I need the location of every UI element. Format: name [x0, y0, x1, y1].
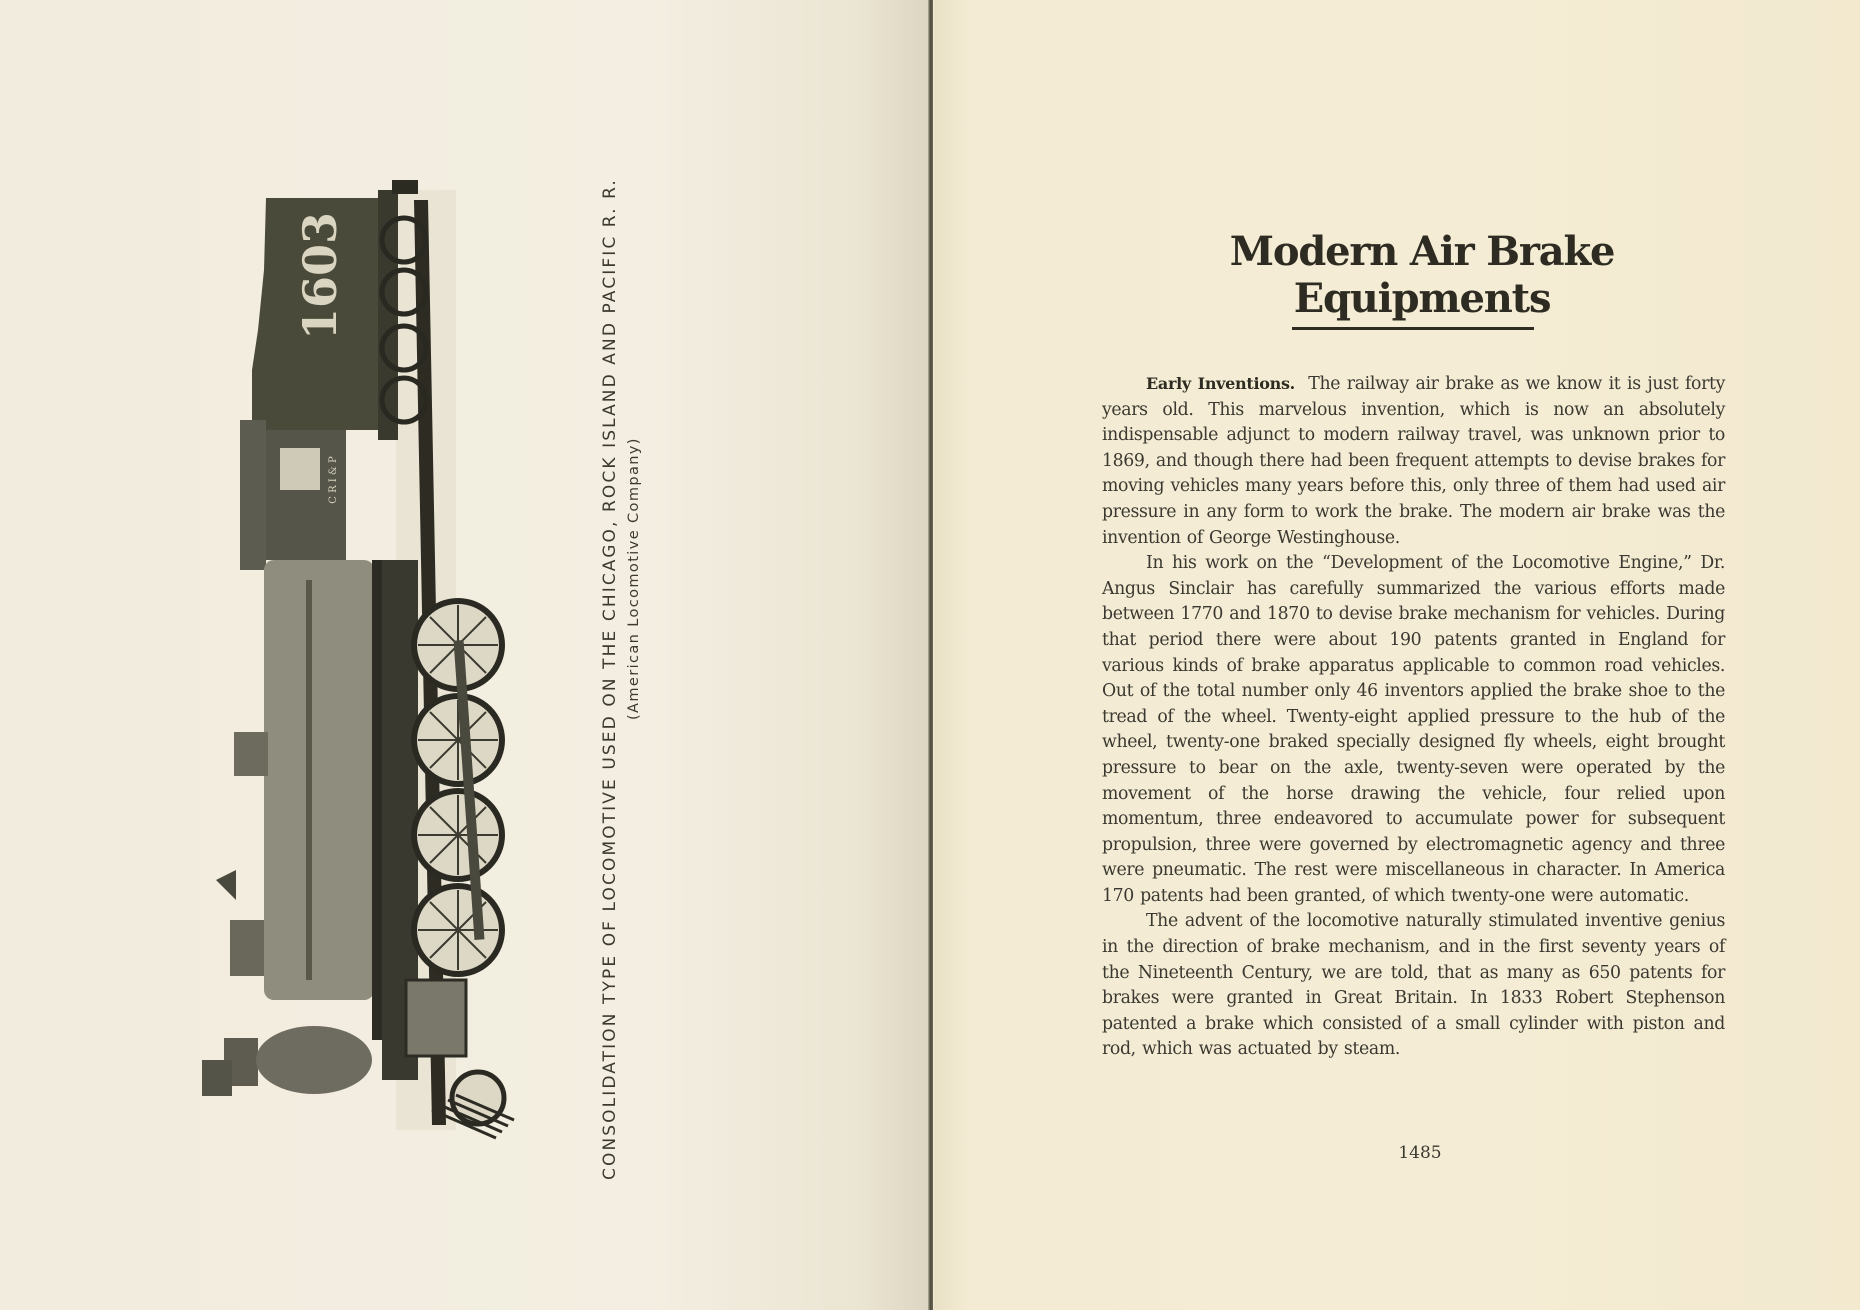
paragraph-sinclair: [1102, 551, 1725, 909]
plate-caption-credit: (American Locomotive Company): [626, 437, 642, 720]
plate-caption: [600, 178, 642, 1180]
body-text: [1102, 371, 1725, 1063]
paragraph-locomotive-advent: [1102, 909, 1725, 1063]
book-gutter: [928, 0, 933, 1310]
page-number: 1485: [1398, 1143, 1442, 1163]
locomotive-illustration: [196, 180, 556, 1140]
title-rule-divider: [1292, 327, 1534, 330]
cab-lettering: C R I & P: [328, 456, 339, 504]
tender-number: 1603: [293, 211, 347, 341]
paragraph-early-inventions: [1102, 371, 1725, 551]
paragraph-text: The advent of the locomotive naturally stimulated inventive genius in the direction of brake mechanism, and in the first seventy years of the Nineteenth Century, we are told, that as many as 650 patents for brakes were granted in Great Britain. In 1833 Robert Stephenson patented a brake which consisted of a small cylinder with piston and rod, which was actuated by steam.: [1102, 911, 1725, 1060]
paragraph-text: In his work on the “Development of the Locomotive Engine,” Dr. Angus Sinclair has carefully summarized the various efforts made between 1770 and 1870 to devise brake mechanism for vehicles. During that period there were about 190 patents granted in England for various kinds of brake apparatus applicable to common road vehicles. Out of the total number only 46 inventors applied the brake shoe to the tread of the wheel. Twenty-eight applied pressure to the hub of the wheel, twenty-one braked specially designed fly wheels, eight brought pressure to bear on the axle, twenty-seven were operated by the movement of the horse drawing the vehicle, four relied upon momentum, three endeavored to accumulate power for subsequent propulsion, three were governed by electromagnetic agency and three were pneumatic. The rest were miscellaneous in character. In America 170 patents had been granted, of which twenty-one were automatic.: [1102, 553, 1725, 906]
paragraph-text: The railway air brake as we know it is just forty years old. This marvelous invention, which is now an absolutely indispensable adjunct to modern railway travel, was unknown prior to 1869, and though there had been frequent attempts to devise brakes for moving vehicles many years before this, only three of them had used air pressure in any form to work the brake. The modern air brake was the invention of George Westinghouse.: [1102, 374, 1726, 548]
chapter-title: Modern Air Brake Equipments: [1229, 228, 1615, 322]
run-in-heading: Early Inventions.: [1146, 374, 1295, 393]
locomotive-plate: [196, 180, 556, 1140]
plate-caption-main: CONSOLIDATION TYPE OF LOCOMOTIVE USED ON THE CHICAGO, ROCK ISLAND AND PACIFIC R. R.: [600, 178, 620, 1180]
